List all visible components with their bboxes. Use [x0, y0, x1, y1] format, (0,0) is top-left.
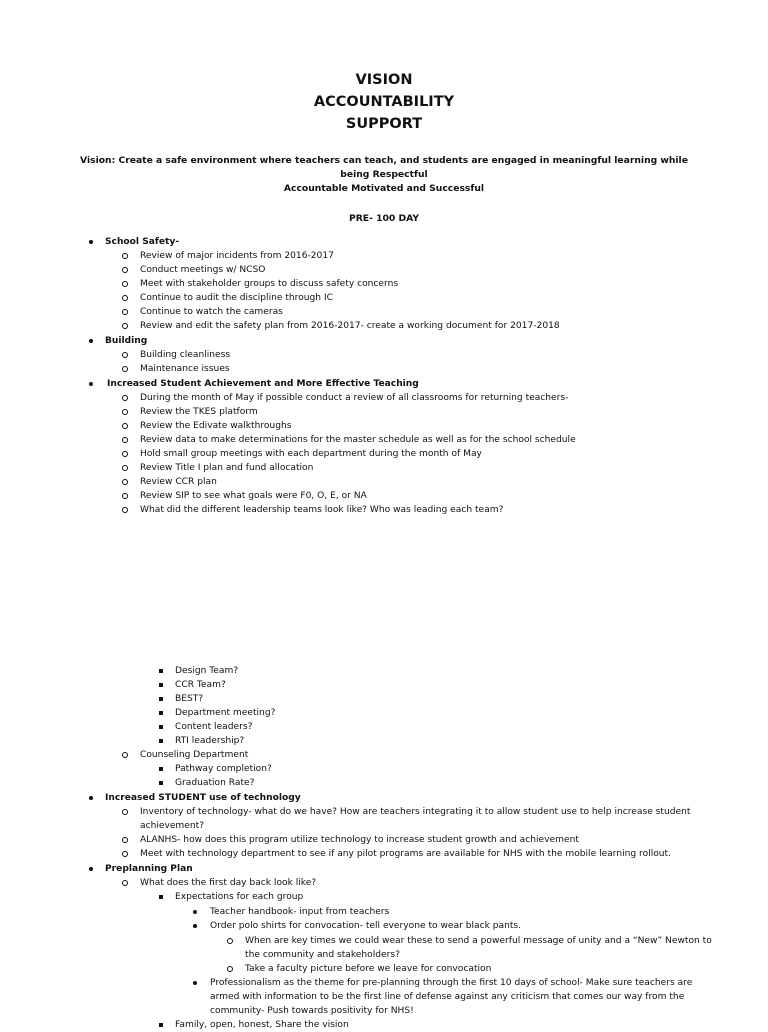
achievement-heading: Increased Student Achievement and More Effective Teaching [107, 379, 419, 389]
bullet-circle [119, 461, 131, 475]
list-item: Teacher handbook- input from teachers [210, 907, 390, 917]
bullet-square [155, 720, 167, 734]
bullet-dot [85, 862, 97, 876]
bullet-dot [85, 377, 97, 391]
title-vision: VISION [355, 72, 413, 88]
list-item-continued: community- Push towards positivity for NHS! [210, 1006, 414, 1016]
list-item: What does the first day back look like? [140, 878, 317, 888]
bullet-circle [119, 277, 131, 291]
bullet-square [155, 706, 167, 720]
list-item-continued: armed with information to be the first line of defense against any criticism that comes our way from the [210, 992, 685, 1002]
list-item: Content leaders? [175, 722, 253, 732]
bullet-square [155, 734, 167, 748]
bullet-dot [189, 905, 201, 919]
list-item-continued: the community and stakeholders? [245, 950, 400, 960]
bullet-circle [119, 847, 131, 861]
bullet-circle [119, 748, 131, 762]
list-item: BEST? [175, 694, 204, 704]
technology-heading: Increased STUDENT use of technology [105, 793, 301, 803]
bullet-circle [119, 391, 131, 405]
bullet-dot [189, 919, 201, 933]
bullet-circle [119, 249, 131, 263]
list-item: CCR Team? [175, 680, 226, 690]
bullet-circle [119, 433, 131, 447]
bullet-circle [119, 263, 131, 277]
vision-line-2: Accountable Motivated and Successful [283, 183, 485, 194]
bullet-dot [85, 791, 97, 805]
list-item: Expectations for each group [175, 892, 304, 902]
list-item: Graduation Rate? [175, 778, 255, 788]
list-item-continued: achievement? [140, 821, 205, 831]
bullet-circle [119, 447, 131, 461]
list-item: Meet with stakeholder groups to discuss safety concerns [140, 279, 399, 289]
bullet-square [155, 890, 167, 904]
bullet-circle [119, 503, 131, 517]
list-item: Continue to watch the cameras [140, 307, 283, 317]
list-item: Maintenance issues [140, 364, 230, 374]
bullet-dot [189, 976, 201, 990]
list-item: Building cleanliness [140, 350, 231, 360]
bullet-circle [119, 833, 131, 847]
bullet-square [155, 762, 167, 776]
list-item: Family, open, honest, Share the vision [175, 1020, 349, 1030]
list-item: Review Title I plan and fund allocation [140, 463, 314, 473]
building-heading: Building [105, 336, 148, 346]
list-item: Counseling Department [140, 750, 249, 760]
list-item: Review of major incidents from 2016-2017 [140, 251, 334, 261]
bullet-circle [119, 305, 131, 319]
list-item: Meet with technology department to see if any pilot programs are available for NHS with the mobile learning rollout. [140, 849, 671, 859]
bullet-circle [119, 876, 131, 890]
list-item: Review the TKES platform [140, 407, 258, 417]
section-title: PRE- 100 DAY [349, 213, 419, 224]
preplanning-heading: Preplanning Plan [105, 864, 193, 874]
bullet-circle [119, 805, 131, 819]
list-item: Inventory of technology- what do we have? How are teachers integrating it to allow student use to help increase student [140, 807, 691, 817]
bullet-square [155, 692, 167, 706]
bullet-dot [85, 235, 97, 249]
list-item: What did the different leadership teams look like? Who was leading each team? [140, 505, 504, 515]
bullet-square [155, 776, 167, 790]
list-item: Review SIP to see what goals were F0, O, E, or NA [140, 491, 367, 501]
bullet-circle [119, 405, 131, 419]
list-item: Design Team? [175, 666, 239, 676]
vision-statement [80, 154, 688, 196]
list-item: Department meeting? [175, 708, 276, 718]
bullet-square [155, 664, 167, 678]
bullet-circle [224, 934, 236, 948]
list-item: Professionalism as the theme for pre-planning through the first 10 days of school- Make sure teachers are [210, 978, 693, 988]
title-support: SUPPORT [345, 116, 423, 132]
list-item: Take a faculty picture before we leave for convocation [245, 964, 492, 974]
bullet-circle [119, 475, 131, 489]
list-item: Order polo shirts for convocation- tell everyone to wear black pants. [210, 921, 522, 931]
bullet-circle [224, 962, 236, 976]
bullet-square [155, 678, 167, 692]
list-item: Review data to make determinations for the master schedule as well as for the school schedule [140, 435, 576, 445]
list-item: Hold small group meetings with each department during the month of May [140, 449, 482, 459]
list-item: Review the Edivate walkthroughs [140, 421, 292, 431]
list-item: Review CCR plan [140, 477, 217, 487]
bullet-circle [119, 319, 131, 333]
vision-line-1: Vision: Create a safe environment where teachers can teach, and students are engaged in meaningful learning while being Respectful [80, 155, 688, 180]
list-item: Continue to audit the discipline through IC [140, 293, 333, 303]
bullet-square [155, 1018, 167, 1032]
list-item: Conduct meetings w/ NCSO [140, 265, 266, 275]
school-safety-heading: School Safety- [105, 237, 180, 247]
list-item: Review and edit the safety plan from 2016-2017- create a working document for 2017-2018 [140, 321, 560, 331]
bullet-circle [119, 348, 131, 362]
bullet-circle [119, 489, 131, 503]
list-item: ALANHS- how does this program utilize technology to increase student growth and achievement [140, 835, 579, 845]
list-item: RTI leadership? [175, 736, 245, 746]
bullet-circle [119, 362, 131, 376]
list-item: Pathway completion? [175, 764, 272, 774]
bullet-circle [119, 419, 131, 433]
title-accountability: ACCOUNTABILITY [313, 94, 455, 110]
list-item: During the month of May if possible conduct a review of all classrooms for returning teachers- [140, 393, 569, 403]
bullet-circle [119, 291, 131, 305]
bullet-dot [85, 334, 97, 348]
list-item: When are key times we could wear these to send a powerful message of unity and a “New” Newton to [245, 936, 712, 946]
